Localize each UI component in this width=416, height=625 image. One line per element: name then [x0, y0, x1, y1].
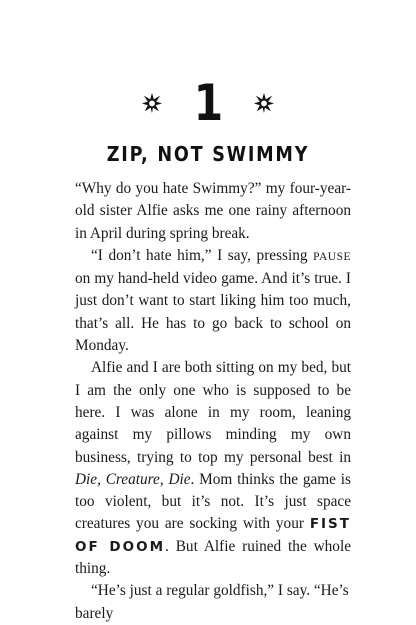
paragraph-text: . Mom thinks the game is too violent, but it’s not. It’s just space creatures you are socking with your [75, 470, 351, 533]
splat-asterisk-icon [141, 92, 163, 114]
game-title: Die, Creature, Die [75, 470, 191, 488]
paragraph-text: “He’s just a regular goldfish,” I say. “He’s barely [75, 582, 349, 622]
paragraph-text: “Why do you hate Swimmy?” my four-year-old sister Alfie asks me one rainy afternoon in April during spring break. [75, 180, 351, 242]
paragraph [75, 178, 351, 245]
chapter-body [75, 178, 351, 625]
paragraph [75, 580, 351, 625]
pause-smallcaps: PAUSE [313, 250, 351, 263]
chapter-heading [0, 74, 416, 132]
paragraph-text: . But Alfie ruined the whole thing. [75, 537, 351, 578]
chapter-number: 1 [193, 74, 223, 132]
splat-asterisk-icon [253, 92, 275, 114]
paragraph [75, 245, 351, 357]
paragraph-text: Alfie and I are both sitting on my bed, but I am the only one who is supposed to be here. I was alone in my room, leaning against my pillows minding my own business, trying to top my personal best in [75, 359, 351, 466]
paragraph-text: on my hand-held video game. And it’s true. I just don’t want to start liking him too much, that’s all. He has to go back to school on Monday. [75, 270, 351, 355]
chapter-title: ZIP, NOT SWIMMY [106, 142, 310, 166]
paragraph [75, 357, 351, 580]
fist-of-doom-emphasis: FIST OF DOOM [75, 516, 351, 555]
paragraph-text: “I don’t hate him,” I say, pressing [91, 246, 314, 264]
